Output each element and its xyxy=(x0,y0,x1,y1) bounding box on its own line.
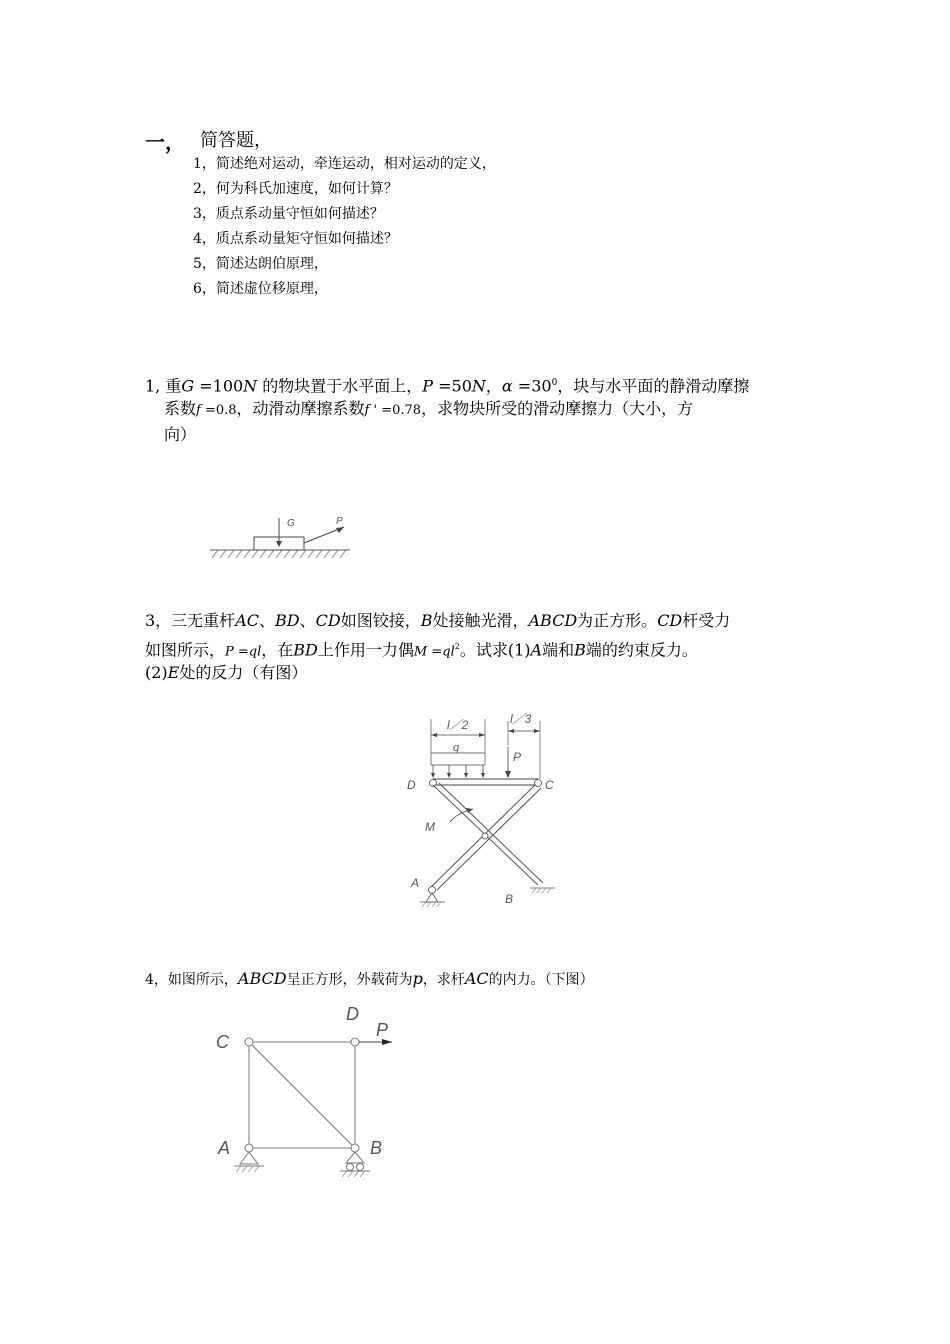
question-item: 6，简述虚位移原理， xyxy=(193,281,328,297)
label-P: P xyxy=(376,1020,389,1040)
label-q: q xyxy=(453,742,460,754)
label-C: C xyxy=(545,778,554,792)
section-title: 简答题， xyxy=(200,130,272,151)
bar-CB xyxy=(249,1042,355,1148)
label-B: B xyxy=(370,1138,383,1158)
label-G: G xyxy=(287,518,295,529)
problem3-line2: 如图所示，P =ql，在BD上作用一力偶$M =ql^2$。试求(1)A端和B端的约束反力。 xyxy=(145,640,698,660)
ground-hatching xyxy=(212,550,346,558)
joint-A xyxy=(245,1144,253,1152)
question-item: 1，简述绝对运动，牵连运动，相对运动的定义， xyxy=(193,156,496,172)
label-D: D xyxy=(346,1004,359,1024)
block-friction-diagram xyxy=(200,510,370,565)
joint-B xyxy=(351,1144,359,1152)
dim-l-half: l／2 xyxy=(447,718,469,732)
roller-support-B xyxy=(346,1152,364,1163)
question-item: 5，简述达朗伯原理， xyxy=(193,256,328,272)
problem3-line3: (2)E处的反力（有图） xyxy=(145,663,308,682)
problem4-line: 4，如图所示，ABCD呈正方形，外载荷为p，求杆AC的内力。（下图） xyxy=(145,969,594,988)
joint-D xyxy=(351,1038,359,1046)
label-D: D xyxy=(407,778,416,792)
label-M: M xyxy=(425,820,435,834)
joint-E xyxy=(482,833,488,839)
pin-support-A xyxy=(426,893,438,902)
distributed-load xyxy=(431,765,485,777)
question-item: 3，质点系动量守恒如何描述？ xyxy=(193,206,384,222)
joint-C xyxy=(245,1038,253,1046)
question-item: 4，质点系动量矩守恒如何描述？ xyxy=(193,231,398,247)
section-number: 一， xyxy=(145,130,185,154)
problem1-line3: 向） xyxy=(164,425,197,444)
label-P: P xyxy=(513,750,522,764)
label-C: C xyxy=(216,1032,229,1052)
label-P: P xyxy=(336,516,343,527)
label-A: A xyxy=(218,1138,231,1158)
dim-l-third: l／3 xyxy=(510,712,532,726)
pin-support-A xyxy=(240,1152,258,1164)
joint-C xyxy=(535,780,542,787)
question-item: 2，何为科氏加速度，如何计算？ xyxy=(193,181,398,197)
square-truss-diagram xyxy=(210,1000,410,1185)
scissor-frame-diagram xyxy=(395,705,570,910)
problem3-line1: 3，三无重杆AC、BD、CD如图铰接，B处接触光滑，ABCD为正方形。CD杆受力 xyxy=(145,611,731,630)
problem1-line2: 系数f =0.8，动滑动摩擦系数f ' =0.78，求物块所受的滑动摩擦力（大小，方 xyxy=(164,399,694,418)
problem1-line1: 1, 重G =100N 的物块置于水平面上，P =50N，$\alpha =30^0$，块与水平面的静滑动摩擦 xyxy=(145,376,750,396)
label-B: B xyxy=(505,892,514,906)
label-A: A xyxy=(411,876,420,890)
